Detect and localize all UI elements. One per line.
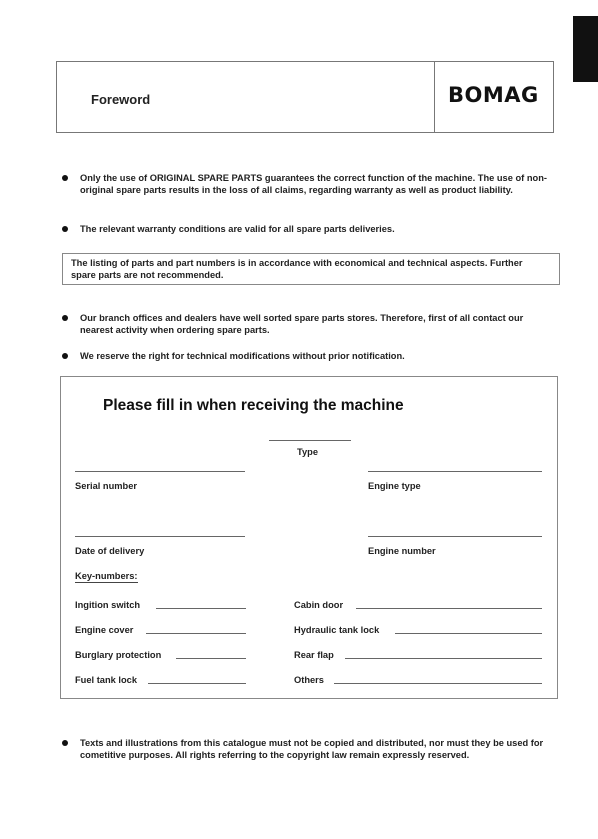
engine-cover-field[interactable]: [146, 633, 246, 634]
fuel-tank-lock-label: Fuel tank lock: [75, 675, 137, 685]
copyright-note: Texts and illustrations from this catalogue must not be copied and distributed, nor must they be used for cometitive purposes. All rights referring to the copyright law remain expressly reserved.: [80, 738, 544, 760]
engine-type-field[interactable]: [368, 471, 542, 472]
bullet-text: We reserve the right for technical modifications without prior notification.: [80, 351, 405, 361]
page-title: Foreword: [91, 92, 151, 107]
type-label: Type: [297, 447, 319, 457]
ignition-switch-label: Ingition switch: [75, 600, 141, 610]
serial-number-label: Serial number: [75, 481, 138, 491]
engine-number-field[interactable]: [368, 536, 542, 537]
engine-type-label: Engine type: [368, 481, 421, 491]
page-tab-marker: [573, 16, 598, 82]
delivery-date-label: Date of delivery: [75, 546, 145, 556]
rear-flap-label: Rear flap: [294, 650, 334, 660]
type-field[interactable]: [269, 440, 351, 441]
brand-logo: BOMAG: [448, 83, 539, 107]
others-field[interactable]: [334, 683, 542, 684]
bullet-icon: [62, 740, 68, 746]
hydraulic-tank-lock-field[interactable]: [395, 633, 542, 634]
burglary-protection-field[interactable]: [176, 658, 246, 659]
cabin-door-field[interactable]: [356, 608, 542, 609]
serial-number-field[interactable]: [75, 471, 245, 472]
hydraulic-tank-lock-label: Hydraulic tank lock: [294, 625, 380, 635]
engine-number-label: Engine number: [368, 546, 436, 556]
key-numbers-heading: [75, 571, 138, 581]
key-numbers-label: Key-numbers:: [75, 571, 138, 581]
bullet-icon: [62, 353, 68, 359]
ignition-switch-field[interactable]: [156, 608, 246, 609]
bullet-icon: [62, 226, 68, 232]
notice-text: The listing of parts and part numbers is in accordance with economical and technical aspects. Further spare parts are not recommended.: [71, 258, 523, 280]
notice-box: [62, 253, 560, 285]
header-box: [56, 61, 554, 133]
delivery-date-field[interactable]: [75, 536, 245, 537]
others-label: Others: [294, 675, 324, 685]
bullet-text: Only the use of ORIGINAL SPARE PARTS guarantees the correct function of the machine. The use of non-original spare parts results in the loss of all claims, regarding warranty as well as product liability.: [80, 173, 547, 195]
bullet-icon: [62, 175, 68, 181]
fuel-tank-lock-field[interactable]: [148, 683, 246, 684]
bullet-icon: [62, 315, 68, 321]
cabin-door-label: Cabin door: [294, 600, 344, 610]
bullet-text: The relevant warranty conditions are valid for all spare parts deliveries.: [80, 224, 395, 234]
machine-form: [60, 376, 558, 699]
engine-cover-label: Engine cover: [75, 625, 134, 635]
header-divider: [434, 62, 435, 132]
rear-flap-field[interactable]: [345, 658, 542, 659]
bullet-text: Our branch offices and dealers have well sorted spare parts stores. Therefore, first of all contact our nearest activity when ordering spare parts.: [80, 313, 524, 335]
form-title: Please fill in when receiving the machine: [103, 397, 404, 414]
burglary-protection-label: Burglary protection: [75, 650, 162, 660]
